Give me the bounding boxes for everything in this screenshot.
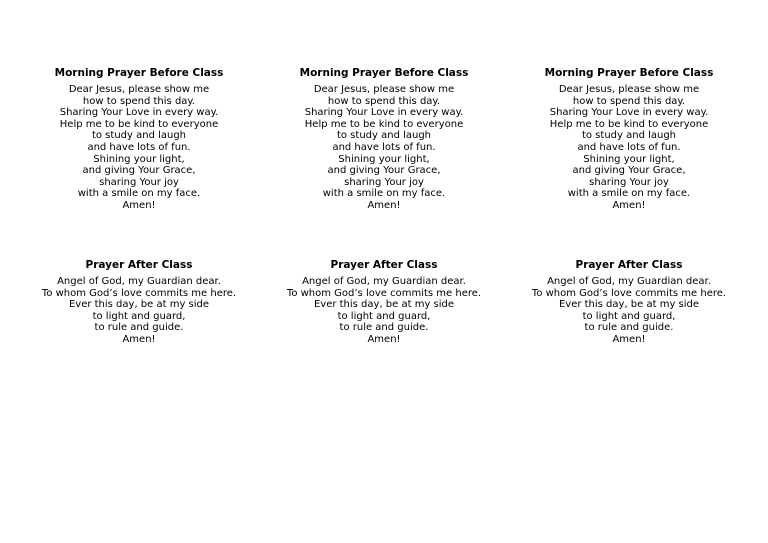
prayer-line: to rule and guide. xyxy=(584,322,674,334)
card-title: Morning Prayer Before Class xyxy=(299,67,469,79)
prayer-line: to light and guard, xyxy=(582,310,676,322)
prayer-body xyxy=(19,84,259,212)
prayer-line: Shining your light, xyxy=(583,153,675,165)
prayer-line: Ever this day, be at my side xyxy=(68,299,210,311)
prayer-line: with a smile on my face. xyxy=(77,188,201,200)
prayer-line: Help me to be kind to everyone xyxy=(59,118,219,130)
prayer-body xyxy=(264,84,504,212)
prayer-line: Amen! xyxy=(612,333,646,345)
prayer-line: Amen! xyxy=(612,199,646,211)
prayer-line: Amen! xyxy=(367,333,401,345)
morning-prayer-card-1 xyxy=(19,67,259,212)
prayer-line: Angel of God, my Guardian dear. xyxy=(547,276,711,287)
prayer-line: Sharing Your Love in every way. xyxy=(59,107,219,119)
prayer-line: Help me to be kind to everyone xyxy=(549,118,709,130)
prayer-line: To whom God’s love commits me here. xyxy=(41,287,237,299)
prayer-line: and have lots of fun. xyxy=(332,141,436,153)
prayer-line: to study and laugh xyxy=(336,130,432,142)
prayer-line: to rule and guide. xyxy=(94,322,184,334)
prayer-line: sharing Your joy xyxy=(99,176,179,188)
morning-prayer-card-2 xyxy=(264,67,504,212)
prayer-body xyxy=(19,276,259,346)
prayer-line: Shining your light, xyxy=(93,153,185,165)
prayer-line: Dear Jesus, please show me xyxy=(313,84,455,95)
prayer-line: Ever this day, be at my side xyxy=(313,299,455,311)
prayer-line: and have lots of fun. xyxy=(577,141,681,153)
prayer-line: to study and laugh xyxy=(581,130,677,142)
after-class-prayer-card-2 xyxy=(264,259,504,346)
prayer-body xyxy=(264,276,504,346)
prayer-line: how to spend this day. xyxy=(572,95,686,107)
after-class-prayer-card-1 xyxy=(19,259,259,346)
prayer-line: Dear Jesus, please show me xyxy=(558,84,700,95)
prayer-line: Help me to be kind to everyone xyxy=(304,118,464,130)
prayer-line: Dear Jesus, please show me xyxy=(68,84,210,95)
prayer-line: sharing Your joy xyxy=(589,176,669,188)
card-title: Prayer After Class xyxy=(330,259,438,271)
prayer-line: Amen! xyxy=(122,333,156,345)
prayer-line: Angel of God, my Guardian dear. xyxy=(302,276,466,287)
prayer-line: Amen! xyxy=(122,199,156,211)
card-title: Prayer After Class xyxy=(85,259,193,271)
prayer-line: to study and laugh xyxy=(91,130,187,142)
prayer-body xyxy=(509,84,749,212)
card-title: Prayer After Class xyxy=(575,259,683,271)
prayer-line: with a smile on my face. xyxy=(567,188,691,200)
prayer-body xyxy=(509,276,749,346)
prayer-line: sharing Your joy xyxy=(344,176,424,188)
prayer-line: Sharing Your Love in every way. xyxy=(304,107,464,119)
prayer-line: and giving Your Grace, xyxy=(82,165,196,177)
card-title: Morning Prayer Before Class xyxy=(54,67,224,79)
prayer-line: Angel of God, my Guardian dear. xyxy=(57,276,221,287)
card-title: Morning Prayer Before Class xyxy=(544,67,714,79)
prayer-line: how to spend this day. xyxy=(82,95,196,107)
prayer-line: Ever this day, be at my side xyxy=(558,299,700,311)
prayer-line: how to spend this day. xyxy=(327,95,441,107)
prayer-line: to rule and guide. xyxy=(339,322,429,334)
prayer-line: To whom God’s love commits me here. xyxy=(286,287,482,299)
prayer-line: and giving Your Grace, xyxy=(572,165,686,177)
prayer-line: and have lots of fun. xyxy=(87,141,191,153)
prayer-line: to light and guard, xyxy=(92,310,186,322)
prayer-line: Shining your light, xyxy=(338,153,430,165)
prayer-line: To whom God’s love commits me here. xyxy=(531,287,727,299)
prayer-line: and giving Your Grace, xyxy=(327,165,441,177)
after-class-prayer-card-3 xyxy=(509,259,749,346)
prayer-line: with a smile on my face. xyxy=(322,188,446,200)
prayer-line: Sharing Your Love in every way. xyxy=(549,107,709,119)
prayer-line: to light and guard, xyxy=(337,310,431,322)
morning-prayer-card-3 xyxy=(509,67,749,212)
prayer-line: Amen! xyxy=(367,199,401,211)
